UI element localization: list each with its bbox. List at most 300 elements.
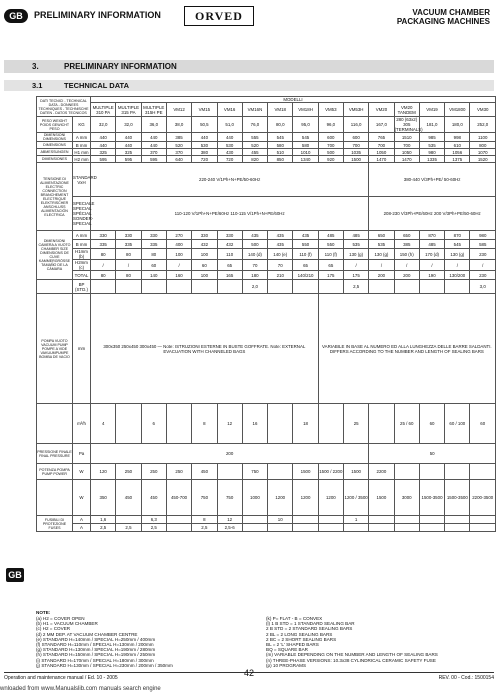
table-cell: 65 — [217, 260, 242, 271]
table-cell: 440 — [91, 133, 116, 142]
table-cell: / — [343, 260, 368, 271]
table-cell — [445, 280, 470, 294]
notes-right-column — [266, 616, 438, 668]
table-cell: 10 — [268, 516, 293, 524]
table-cell: 16 — [242, 404, 267, 444]
table-cell: 250 — [116, 464, 141, 480]
power-special-single: 110-120 V/1Ph+N+PE/60Hz 110-115 V/1Ph+N+PE/60Hz — [91, 197, 369, 231]
note-item: (l) 1 B STD = 1 STANDARD SEALING BAR — [266, 621, 355, 627]
table-row — [37, 280, 496, 294]
table-cell: 330 — [91, 231, 116, 240]
table-cell: 400 — [166, 240, 191, 249]
fuse-label: FUSIBILI DI PROTEZIONE FUSES — [37, 516, 73, 532]
subtitle-line2: PACKAGING MACHINES — [396, 17, 490, 26]
table-row — [37, 249, 496, 260]
table-cell: 1470 — [369, 156, 394, 163]
table-cell: 60 — [470, 404, 496, 444]
table-cell: 700 — [343, 142, 368, 149]
table-cell: 96,0 — [318, 117, 343, 133]
table-cell — [470, 516, 496, 524]
table-cell: 850 — [268, 156, 293, 163]
table-cell: 1 — [343, 516, 368, 524]
table-cell: 60 — [141, 260, 166, 271]
table-cell: 1200 — [318, 480, 343, 516]
table-cell: 80 — [91, 271, 116, 280]
table-cell: 1500 — [293, 464, 318, 480]
table-cell: 440 — [141, 142, 166, 149]
table-cell: 80 — [141, 249, 166, 260]
note-item: (g) STANDARD H=130mm / SPECIAL H=190mm / 280mm — [36, 647, 156, 653]
note-item: 2 BL = 2 LONG SEALING BARS — [266, 631, 333, 637]
note-item: (f) STANDARD H=110mm / SPECIAL H=130mm / 200mm — [36, 642, 154, 648]
row-unit: A mm — [73, 133, 91, 142]
row-label: ABMESSUNGEN — [37, 149, 73, 156]
section-title: PRELIMINARY INFORMATION — [64, 62, 177, 71]
table-cell: 385 — [166, 133, 191, 142]
table-cell: 3,0 — [470, 280, 496, 294]
section-heading — [4, 60, 494, 73]
table-cell: 165 — [217, 271, 242, 280]
model-name-cell: VM15 — [192, 103, 217, 117]
table-cell — [419, 524, 444, 532]
table-row — [37, 149, 496, 156]
vacuum-note-centre: 300x350 250x450 300x450 — Note: ISTRUZIONI ESTERNE IN BUSTE GOFFRATE. Note: EXTERNAL EVACUATION WITH CHANNELED BAGS — [91, 294, 319, 404]
table-cell: 370 — [166, 149, 191, 156]
note-item: (m) VARIABLE DEPENDING ON THE NUMBER AND LENGTH OF SEALING BARS — [266, 652, 438, 658]
row-label: DIMENSIONES — [37, 156, 73, 163]
row-label — [37, 280, 73, 294]
download-notice: wnloaded from www.Manualslib.com manuals search engine — [0, 686, 161, 692]
side-language-badge: GB — [6, 568, 24, 582]
table-cell — [192, 280, 217, 294]
table-cell: 335 — [91, 240, 116, 249]
row-unit: H1mm (b) — [73, 249, 91, 260]
footer-manual: Operation and maintenance manual / Ed. 10 - 2005 — [4, 675, 118, 681]
table-cell: 110 — [217, 249, 242, 260]
table-cell — [293, 524, 318, 532]
table-row — [37, 271, 496, 280]
table-cell: 595 — [116, 156, 141, 163]
row-unit: A mm — [73, 231, 91, 240]
table-cell — [293, 280, 318, 294]
note-item: (p) 10 PROGRAMS — [266, 662, 307, 668]
table-cell: 545 — [445, 240, 470, 249]
table-cell: 765 — [369, 133, 394, 142]
table-cell: 1070 — [470, 149, 496, 156]
table-cell: 1,6 — [91, 516, 116, 524]
table-cell: 440 — [217, 133, 242, 142]
table-cell — [419, 464, 444, 480]
model-name-cell: VM1800 — [445, 103, 470, 117]
table-cell: 650 — [369, 231, 394, 240]
table-cell: 60 / 100 — [445, 404, 470, 444]
models-header: MODELLI — [91, 97, 496, 103]
row-unit: Pa — [73, 444, 91, 464]
table-cell: 100 — [192, 271, 217, 280]
table-cell: 100 — [192, 249, 217, 260]
table-cell: 440 — [116, 142, 141, 149]
table-cell: 116,0 — [343, 117, 368, 133]
table-cell: 520 — [166, 142, 191, 149]
note-item: (n) THREE-PHASE VERSIONS: 10.3x38 CYLINDRICAL CERAMIC SAFETY FUSE — [266, 657, 436, 663]
table-cell — [470, 464, 496, 480]
table-cell: 181,0 — [419, 117, 444, 133]
table-cell: 700 — [369, 142, 394, 149]
table-row — [37, 240, 496, 249]
table-cell: 580 — [293, 142, 318, 149]
language-badge: GB — [4, 9, 28, 23]
table-cell: 820 — [242, 156, 267, 163]
table-row — [37, 444, 496, 464]
table-cell: 545 — [268, 133, 293, 142]
vacuum-label: POMPA VUOTO VACUUM PUMP POMPE A VIDE VAKUUMPUMPE BOMBA DE VACIO — [37, 294, 73, 404]
table-cell — [217, 280, 242, 294]
table-cell: 1035 — [343, 149, 368, 156]
table-cell — [394, 516, 419, 524]
table-cell: 435 — [242, 231, 267, 240]
table-cell — [268, 464, 293, 480]
table-cell: 65 — [318, 260, 343, 271]
table-cell: 3000 — [394, 480, 419, 516]
table-cell: 2,5 — [116, 524, 141, 532]
table-cell: 450 — [116, 480, 141, 516]
table-cell: 60 — [419, 404, 444, 444]
table-row — [37, 516, 496, 524]
note-item: (i) STANDARD H=170mm / SPECIAL H=180mm / 300mm — [36, 657, 154, 663]
table-cell — [91, 280, 116, 294]
table-cell: 750 — [242, 464, 267, 480]
note-item: (e) STANDARD H=140mm / SPECIAL H=250mm / 400mm — [36, 636, 156, 642]
table-cell: 280 (63x2) 305 (TERMINALS) — [394, 117, 423, 132]
table-cell: 535 — [419, 142, 444, 149]
model-name-cell: MULTIPLE 310 PA — [91, 103, 116, 117]
table-cell: 385 — [394, 240, 419, 249]
table-cell: 585 — [470, 240, 496, 249]
table-cell — [394, 524, 419, 532]
table-cell: 450 — [141, 480, 166, 516]
table-cell: 432 — [217, 240, 242, 249]
table-cell: 1010 — [293, 149, 318, 156]
table-cell — [217, 464, 242, 480]
note-item: (b) H1 = VACUUM CHAMBER — [36, 621, 98, 627]
table-cell: 450-700 — [166, 480, 191, 516]
table-cell: 6 — [141, 404, 166, 444]
table-cell: 130 (g) — [343, 249, 368, 260]
table-cell: 1470 — [394, 156, 419, 163]
table-cell: 25 / 60 — [394, 404, 419, 444]
row-unit: W — [73, 480, 91, 516]
table-cell: 485 — [318, 231, 343, 240]
table-cell — [445, 464, 470, 480]
table-cell: 600 — [343, 133, 368, 142]
table-cell — [343, 524, 368, 532]
table-cell — [166, 524, 191, 532]
technical-data-table — [36, 96, 496, 532]
table-cell: 200 — [394, 271, 419, 280]
table-cell: 980 — [470, 231, 496, 240]
table-cell: 200 — [369, 271, 394, 280]
row-unit: W — [73, 464, 91, 480]
note-item: (c) H2 = COVER — [36, 626, 71, 632]
table-cell: 920 — [318, 156, 343, 163]
table-cell — [116, 516, 141, 524]
model-name-cell: VM30 — [470, 103, 496, 117]
row-unit: A — [73, 524, 91, 532]
table-cell: 2,5 — [343, 280, 368, 294]
table-cell: 65 — [293, 260, 318, 271]
row-unit: BP (STD.) — [73, 280, 91, 294]
table-cell: 432 — [192, 240, 217, 249]
table-cell — [394, 464, 419, 480]
table-cell: 2,0 — [242, 280, 267, 294]
note-item: 2 BC = 2 SHORT SEALING BARS — [266, 636, 337, 642]
orved-logo: ORVED — [184, 6, 254, 26]
table-row — [37, 117, 496, 133]
header-subtitle — [397, 8, 490, 26]
table-cell: 435 — [268, 240, 293, 249]
table-cell: 535 — [369, 240, 394, 249]
table-cell: 252,0 — [470, 117, 496, 133]
table-cell: 1500 — [369, 480, 394, 516]
table-cell: 595 — [141, 156, 166, 163]
table-cell: 110 (f) — [318, 249, 343, 260]
table-row — [37, 480, 496, 516]
row-unit: H2mm (c) — [73, 260, 91, 271]
table-cell: 500 — [242, 240, 267, 249]
row-unit: m³/h — [73, 404, 91, 444]
table-cell: 555 — [242, 133, 267, 142]
pressure-value-b: 50 — [369, 444, 496, 464]
table-cell: / — [470, 260, 496, 271]
table-cell — [166, 280, 191, 294]
table-corner-label: DATI TECNICI - TECHNICAL DATA - DONNEES TECHNIQUES - TECHNISCHE DATEN - DATOS TECNICOS — [38, 98, 89, 115]
table-cell: 535 — [343, 240, 368, 249]
table-cell — [166, 516, 191, 524]
table-cell: 1500 / 2200 — [318, 464, 343, 480]
model-name-cell: MULTIPLE 315 PA — [116, 103, 141, 117]
table-cell: 1510 — [394, 133, 419, 142]
table-cell: 130 (g) — [369, 249, 394, 260]
table-cell — [419, 280, 444, 294]
table-cell: 110 (f) — [293, 249, 318, 260]
table-cell: 250 — [141, 464, 166, 480]
row-unit: KG — [73, 117, 91, 133]
table-cell: / — [369, 260, 394, 271]
row-unit: H2 mm — [74, 156, 89, 162]
notes-block — [36, 610, 491, 668]
table-cell: 1200 — [268, 480, 293, 516]
table-cell: 1375 — [445, 156, 470, 163]
table-cell: 140 (e) — [268, 249, 293, 260]
table-cell: 330 — [192, 231, 217, 240]
table-cell: 1000 — [242, 480, 267, 516]
table-cell: 80 — [116, 249, 141, 260]
table-cell — [268, 280, 293, 294]
table-cell — [445, 524, 470, 532]
table-cell: 450 — [192, 464, 217, 480]
table-cell: 80 — [116, 271, 141, 280]
table-cell: 140/210 — [293, 271, 318, 280]
table-cell: 250 — [166, 464, 191, 480]
note-item: (d) 2 MM DEP. AT VACUUM CHAMBER CENTRE — [36, 631, 138, 637]
table-row — [37, 133, 496, 142]
table-cell: 800 — [470, 142, 496, 149]
table-cell: 440 — [91, 142, 116, 149]
table-row — [37, 197, 496, 231]
table-cell: 18 — [293, 404, 318, 444]
table-cell: 455 — [242, 149, 267, 156]
model-name-cell: VM18 — [268, 103, 293, 117]
row-label: DIMENSIONI DIMENSIONS — [37, 133, 73, 142]
table-cell: 32,0 — [116, 117, 141, 133]
table-cell — [318, 280, 343, 294]
table-cell — [445, 516, 470, 524]
table-cell: 440 — [116, 133, 141, 142]
table-cell — [369, 516, 394, 524]
table-cell: 330 — [141, 231, 166, 240]
table-cell: 95,0 — [293, 117, 318, 133]
table-cell: 160 — [166, 271, 191, 280]
table-cell: 6,3 — [141, 516, 166, 524]
power-standard-single: 220-240 V/1Ph+N+PE/50-60Hz — [91, 163, 369, 197]
table-cell: 435 — [293, 231, 318, 240]
table-cell — [268, 524, 293, 532]
table-cell: 1200 — [293, 480, 318, 516]
pump-power-label: POTENZA POMPA PUMP POWER — [37, 464, 73, 480]
table-cell — [419, 516, 444, 524]
table-cell: 50,5 — [192, 117, 217, 133]
table-cell: 440 — [141, 133, 166, 142]
table-row — [37, 103, 496, 117]
table-cell: 1100 — [470, 133, 496, 142]
table-cell: 230 — [470, 271, 496, 280]
table-cell: 4 — [91, 404, 116, 444]
row-unit: B mm — [73, 240, 91, 249]
table-cell: 870 — [445, 231, 470, 240]
table-cell: 720 — [192, 156, 217, 163]
table-cell: 210 — [268, 271, 293, 280]
table-cell: 330 — [116, 231, 141, 240]
table-cell: 1050 — [369, 149, 394, 156]
table-cell — [242, 524, 267, 532]
table-cell: 190 — [419, 271, 444, 280]
pressure-label: PRESSIONE FINALE FINAL PRESSURE — [37, 444, 73, 464]
special-label: SPECIALE SPECIAL SPÉCIAL SONDER- SPECIAL — [73, 197, 91, 231]
table-cell: 330 — [217, 231, 242, 240]
table-cell: 380 — [192, 149, 217, 156]
table-cell: 8 — [192, 404, 217, 444]
note-item: (j) STANDARD H=130mm / SPECIAL H=230mm / 200mm / 350mm — [36, 662, 173, 668]
table-cell: 520 — [242, 142, 267, 149]
table-cell: / — [419, 260, 444, 271]
table-cell: 430 — [217, 149, 242, 156]
model-name-cell: VM19 — [419, 103, 444, 117]
table-cell: 167,0 — [369, 117, 394, 133]
table-cell: 80 — [91, 249, 116, 260]
table-cell: 370 — [141, 149, 166, 156]
table-cell: 350 — [91, 480, 116, 516]
power-special-three: 208-230 V/3Ph+PE/60Hz 200 V/3Ph+PE/50-60Hz — [369, 197, 496, 231]
table-cell: 325 — [91, 149, 116, 156]
chamber-label: DIMENSIONI CAMERA A VUOTO CHAMBER SIZE DIMENSIONS DE CUVE KAMMERGRÖSSE TAMAÑO DE LA CÁMARA — [37, 231, 73, 280]
table-cell: / — [91, 260, 116, 271]
table-cell: 32,0 — [91, 117, 116, 133]
subsection-number: 3.1 — [32, 81, 43, 90]
table-cell: 700 — [318, 142, 343, 149]
table-cell: 12 — [217, 516, 242, 524]
table-cell: 80,0 — [268, 117, 293, 133]
table-cell: 1340 — [293, 156, 318, 163]
model-name-cell: MULTIPLE 315H PE — [141, 103, 166, 117]
table-cell: 530 — [217, 142, 242, 149]
note-item: BQ = SQUARE BAR — [266, 647, 308, 653]
page-number: 42 — [244, 668, 255, 678]
row-label: PESO WEIGHT POIDS GEWICHT PESO — [37, 117, 73, 133]
page-header — [4, 6, 494, 46]
model-name-cell: VM16 — [217, 103, 242, 117]
table-cell — [293, 516, 318, 524]
subtitle-line1: VACUUM CHAMBER — [412, 8, 490, 17]
table-cell: 435 — [268, 231, 293, 240]
table-cell: 1500 — [343, 464, 368, 480]
table-cell — [318, 404, 343, 444]
table-cell: 335 — [141, 240, 166, 249]
model-name-cell: VM20 — [369, 103, 394, 117]
table-cell: 76,0 — [242, 117, 267, 133]
table-cell — [166, 404, 191, 444]
table-cell — [116, 404, 141, 444]
table-cell — [141, 280, 166, 294]
model-name-cell: VM12 — [166, 103, 191, 117]
table-cell: 175 — [343, 271, 368, 280]
notes-left-column — [36, 616, 173, 668]
table-cell: 500 — [318, 149, 343, 156]
table-cell: 550 — [318, 240, 343, 249]
note-item: (k) P= FLAT - B = CONVEX — [266, 616, 323, 621]
table-cell: 130/200 — [445, 271, 470, 280]
note-item: (h) STANDARD H=150mm / SPECIAL H=190mm / 250mm — [36, 652, 156, 658]
table-cell: 2200-3500 — [470, 480, 496, 516]
table-cell: 600 — [318, 133, 343, 142]
table-cell: 750 — [217, 480, 242, 516]
vacuum-note-right: VARIABILE IN BASE AL NUMERO ED ALLA LUNGHEZZA DELLE BARRE SALDANTI. DIFFERS ACCORDING TO THE NUMBER AND LENGTH OF SEALING BARS — [318, 294, 495, 404]
table-cell: 595 — [91, 156, 116, 163]
table-cell: 2,5 — [192, 524, 217, 532]
pressure-value-a: 200 — [91, 444, 369, 464]
table-cell: 170 (d) — [419, 249, 444, 260]
table-cell: 8 — [192, 516, 217, 524]
preliminary-label: PRELIMINARY INFORMATION — [34, 10, 161, 20]
table-cell: 1500-3500 — [419, 480, 444, 516]
table-cell: / — [116, 260, 141, 271]
table-cell: 70 — [242, 260, 267, 271]
subsection-title: TECHNICAL DATA — [64, 81, 129, 90]
note-item: BL = 2 'L' SHAPED BARS — [266, 642, 319, 648]
table-cell — [394, 280, 419, 294]
table-cell: 700 — [394, 142, 419, 149]
table-cell: 980 — [419, 149, 444, 156]
table-cell: / — [394, 260, 419, 271]
table-cell: 38,0 — [166, 117, 191, 133]
row-unit: A — [73, 516, 91, 524]
table-cell: 1335 — [419, 156, 444, 163]
table-cell: 2,5 — [91, 524, 116, 532]
table-cell — [318, 516, 343, 524]
table-cell: 610 — [445, 142, 470, 149]
table-cell — [242, 516, 267, 524]
model-name-cell: VM16N — [242, 103, 267, 117]
row-unit: B mm — [73, 142, 91, 149]
